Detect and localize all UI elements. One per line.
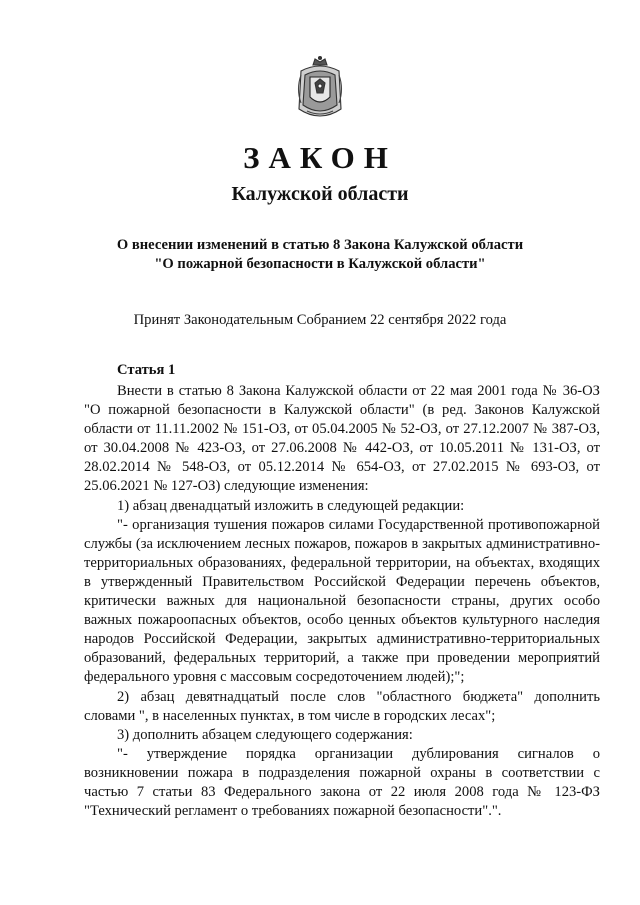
article-heading: Статья 1 <box>117 362 176 378</box>
subject-line-2: "О пожарной безопасности в Калужской области" <box>154 256 486 272</box>
amendment-item-1-text: "- организация тушения пожаров силами Государственной противопожарной службы (за исключением лесных пожаров, пожаров в закрытых административно-территориальных образованиях, федеральной территории, на объектах, входящих в утвержденный Правительством Российской Федерации перечень объектов, критически важных для национальной безопасности страны, других особо важных пожароопасных объектов, особо ценных объектов культурного наследия народов Российской Федерации, закрытых административно-территориальных образований, федеральных территорий, а также при проведении мероприятий федерального уровня с массовым сосредоточением людей);"; <box>84 516 600 686</box>
coat-of-arms-icon <box>293 55 347 123</box>
article-body <box>84 382 600 821</box>
amendment-item-3: 3) дополнить абзацем следующего содержания: <box>117 726 413 743</box>
subject-line-1: О внесении изменений в статью 8 Закона Калужской области <box>116 237 524 253</box>
document-title: ЗАКОН <box>243 140 397 175</box>
amendment-item-2: 2) абзац девятнадцатый после слов "областного бюджета" дополнить словами ", в населенных пунктах, в том числе в городских лесах"; <box>84 688 600 724</box>
adoption-note: Принят Законодательным Собранием 22 сентября 2022 года <box>133 312 507 328</box>
article-intro: Внести в статью 8 Закона Калужской области от 22 мая 2001 года № 36-ОЗ "О пожарной безопасности в Калужской области" (в ред. Законов Калужской области от 11.11.2002 № 151-ОЗ, от 05.04.2005 № 52-ОЗ, от 27.12.2007 № 387-ОЗ, от 30.04.2008 № 423-ОЗ, от 27.06.2008 № 442-ОЗ, от 10.05.2011 № 131-ОЗ, от 28.02.2014 № 548-ОЗ, от 05.12.2014 № 654-ОЗ, от 27.02.2015 № 693-ОЗ, от 25.06.2021 № 127-ОЗ) следующие изменения: <box>84 383 600 495</box>
region-name: Калужской области <box>231 183 409 205</box>
amendment-item-3-text: "- утверждение порядка организации дублирования сигналов о возникновении пожара в подразделения пожарной охраны в соответствии с частью 7 статьи 83 Федерального закона от 22 июля 2008 года № 123-ФЗ "Технический регламент о требованиях пожарной безопасности".". <box>84 745 600 820</box>
law-subject <box>0 236 640 274</box>
amendment-item-1: 1) абзац двенадцатый изложить в следующей редакции: <box>117 497 465 514</box>
